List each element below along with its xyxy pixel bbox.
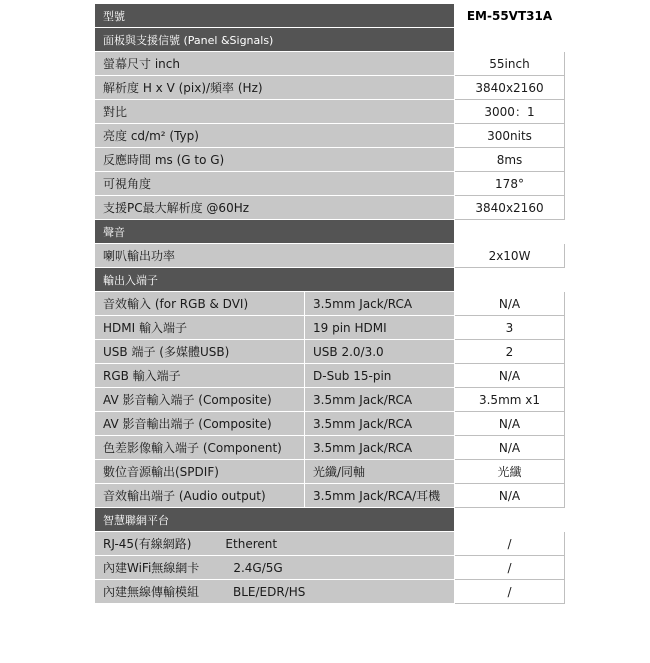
spec-label-combined	[95, 580, 455, 604]
spec-label-combined	[95, 556, 455, 580]
spec-detail: 3.5mm Jack/RCA	[305, 292, 455, 316]
spec-detail: 19 pin HDMI	[305, 316, 455, 340]
table-row	[95, 580, 565, 604]
spec-detail: D-Sub 15-pin	[305, 364, 455, 388]
spec-label: 色差影像輸入端子 (Component)	[95, 436, 305, 460]
spec-detail: BLE/EDR/HS	[233, 585, 306, 599]
table-row	[95, 364, 565, 388]
spec-value: N/A	[455, 364, 565, 388]
model-header-row	[95, 4, 565, 28]
spec-value: /	[455, 556, 565, 580]
table-row	[95, 460, 565, 484]
spec-detail: 3.5mm Jack/RCA	[305, 412, 455, 436]
spec-label: 喇叭輸出功率	[95, 244, 455, 268]
section-panel-title: 面板與支援信號 (Panel &Signals)	[95, 28, 455, 52]
spec-label: USB 端子 (多媒體USB)	[95, 340, 305, 364]
table-row	[95, 172, 565, 196]
spec-label: 螢幕尺寸 inch	[95, 52, 455, 76]
spec-value: 2	[455, 340, 565, 364]
spec-label: 內建WiFi無線網卡	[103, 561, 200, 575]
spec-value: 300nits	[455, 124, 565, 148]
spec-detail: USB 2.0/3.0	[305, 340, 455, 364]
spec-label: 音效輸出端子 (Audio output)	[95, 484, 305, 508]
section-smart-title: 智慧聯網平台	[95, 508, 455, 532]
spec-label-combined	[95, 532, 455, 556]
table-row	[95, 148, 565, 172]
section-io-row	[95, 268, 565, 292]
spec-label: 音效輸入 (for RGB & DVI)	[95, 292, 305, 316]
table-row	[95, 484, 565, 508]
spec-value: 3	[455, 316, 565, 340]
table-row	[95, 316, 565, 340]
spec-detail: 3.5mm Jack/RCA/耳機	[305, 484, 455, 508]
spec-label: HDMI 輸入端子	[95, 316, 305, 340]
spec-label: 數位音源輸出(SPDIF)	[95, 460, 305, 484]
spec-value: N/A	[455, 292, 565, 316]
table-row	[95, 76, 565, 100]
spec-label: RJ-45(有線網路)	[103, 537, 192, 551]
spec-value: 3840x2160	[455, 196, 565, 220]
section-smart-row	[95, 508, 565, 532]
spec-value: 8ms	[455, 148, 565, 172]
spec-detail: Etherent	[225, 537, 278, 551]
spec-label: AV 影音輸入端子 (Composite)	[95, 388, 305, 412]
table-row	[95, 340, 565, 364]
spec-value: /	[455, 580, 565, 604]
spec-value: 2x10W	[455, 244, 565, 268]
table-row	[95, 292, 565, 316]
table-row	[95, 124, 565, 148]
spec-value: 3.5mm x1	[455, 388, 565, 412]
table-row	[95, 100, 565, 124]
table-row	[95, 196, 565, 220]
spec-detail: 3.5mm Jack/RCA	[305, 436, 455, 460]
spec-label: 支援PC最大解析度 @60Hz	[95, 196, 455, 220]
model-header-value: EM-55VT31A	[455, 4, 565, 28]
section-audio-title: 聲音	[95, 220, 455, 244]
table-row	[95, 244, 565, 268]
model-header-label: 型號	[95, 4, 455, 28]
spec-value: N/A	[455, 436, 565, 460]
spec-value: N/A	[455, 484, 565, 508]
spec-label: 對比	[95, 100, 455, 124]
spec-label: 解析度 H x V (pix)/頻率 (Hz)	[95, 76, 455, 100]
spec-detail: 光纖/同軸	[305, 460, 455, 484]
section-panel-row	[95, 28, 565, 52]
spec-label: 可視角度	[95, 172, 455, 196]
section-audio-row	[95, 220, 565, 244]
spec-label: 亮度 cd/m² (Typ)	[95, 124, 455, 148]
table-row	[95, 412, 565, 436]
spec-value: /	[455, 532, 565, 556]
spec-detail: 3.5mm Jack/RCA	[305, 388, 455, 412]
section-io-title: 輸出入端子	[95, 268, 455, 292]
table-row	[95, 532, 565, 556]
spec-label: RGB 輸入端子	[95, 364, 305, 388]
spec-table	[94, 3, 565, 604]
spec-value: 光纖	[455, 460, 565, 484]
spec-detail: 2.4G/5G	[233, 561, 283, 575]
spec-value: 3840x2160	[455, 76, 565, 100]
spec-value: N/A	[455, 412, 565, 436]
table-row	[95, 388, 565, 412]
table-row	[95, 52, 565, 76]
table-row	[95, 556, 565, 580]
spec-value: 178°	[455, 172, 565, 196]
spec-label: 反應時間 ms (G to G)	[95, 148, 455, 172]
spec-value: 55inch	[455, 52, 565, 76]
spec-label: 內建無線傳輸模組	[103, 585, 200, 599]
spec-value: 3000：1	[455, 100, 565, 124]
spec-label: AV 影音輸出端子 (Composite)	[95, 412, 305, 436]
table-row	[95, 436, 565, 460]
